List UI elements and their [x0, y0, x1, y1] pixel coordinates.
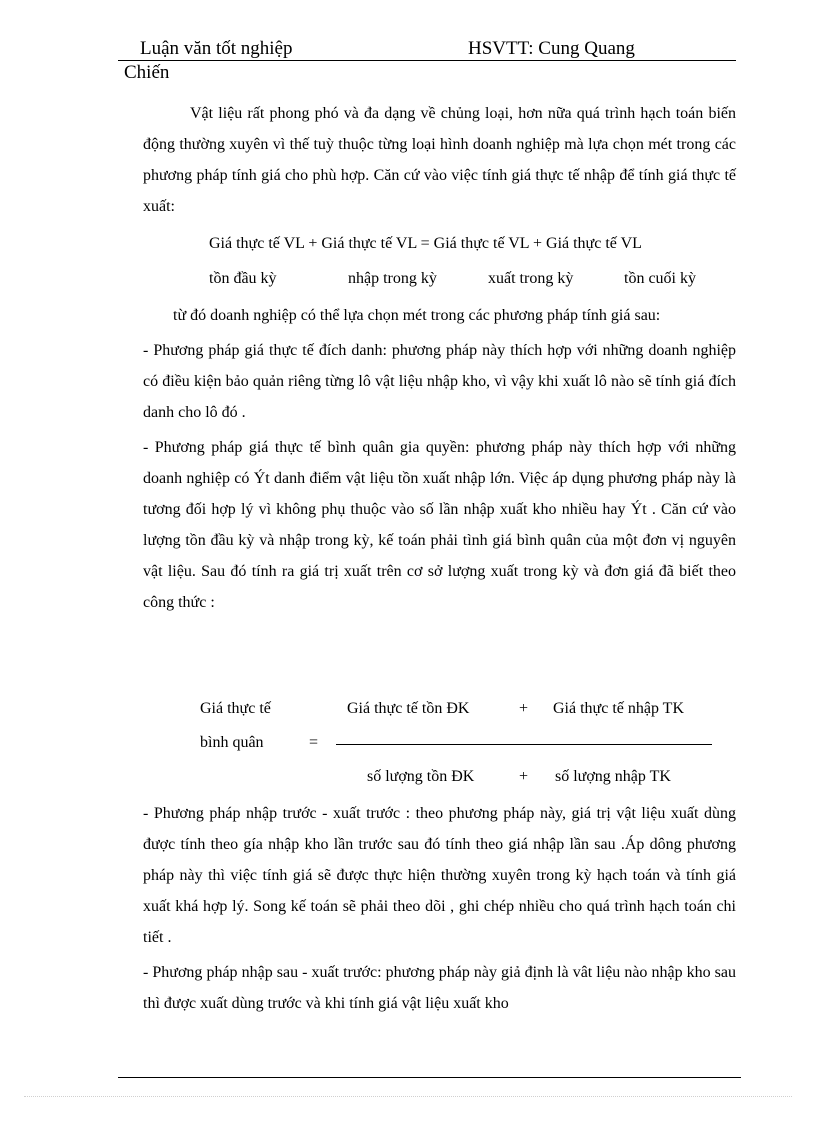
method-weighted-average: - Phương pháp giá thực tế bình quân gia quyền: phương pháp này thích hợp với những doanh nghiệp có Ýt danh điểm vật liệu tồn xuất nhập lớn. Việc áp dụng phương pháp này là tương đối hợp lý vì không phụ thuộc vào số lần nhập xuất kho nhiều hay Ýt . Căn cứ vào lượng tồn đầu kỳ và nhập trong kỳ, kế toán phải tình giá bình quân của một đơn vị nguyên vật liệu. Sau đó tính ra giá trị xuất trên cơ sở lượng xuất trong kỳ và đơn giá đã biết theo công thức :: [143, 439, 736, 611]
equation2-numerator-plus: +: [519, 700, 529, 717]
page-header: [118, 36, 736, 61]
footer-rule: [118, 1077, 741, 1078]
fraction-bar: [336, 744, 712, 745]
method-fifo: - Phương pháp nhập trước - xuất trước : theo phương pháp này, giá trị vật liệu xuất dùng được tính theo gía nhập kho lần trước sau đó tính theo giá nhập lần sau .Áp dông phương pháp này thì việc tính giá sẽ được thực hiện thường xuyên trong kỳ hạch toán và tính giá xuất khá hợp lý. Song kế toán sẽ phải theo dõi , ghi chép nhiều cho quá trình hạch toán chi tiết .: [143, 805, 736, 946]
equation2-lhs-top: Giá thực tế: [200, 700, 271, 717]
equation1-line: Giá thực tế VL + Giá thực tế VL = Giá thực tế VL + Giá thực tế VL: [209, 235, 642, 252]
methods-block-1: [143, 300, 736, 622]
equation1-term-closing: tồn cuối kỳ: [624, 270, 696, 287]
header-title: Luận văn tốt nghiệp: [140, 38, 293, 59]
header-author: HSVTT: Cung Quang: [468, 38, 635, 59]
equation1-term-import: nhập trong kỳ: [348, 270, 437, 287]
methods-block-2: [143, 798, 736, 1023]
equation2-numerator-left: Giá thực tế tồn ĐK: [347, 700, 470, 717]
page-boundary-dotted: [24, 1096, 792, 1097]
equation1-term-export: xuất trong kỳ: [488, 270, 574, 287]
equation2-denominator-left: số lượng tồn ĐK: [367, 768, 475, 785]
method-lifo: - Phương pháp nhập sau - xuất trước: phương pháp này giả định là vât liệu nào nhập kho sau thì được xuất dùng trước và khi tính giá vật liệu xuất kho: [143, 964, 736, 1012]
header-author-continuation: Chiến: [124, 62, 170, 83]
after-equation-paragraph: từ đó doanh nghiệp có thể lựa chọn mét trong các phương pháp tính giá sau:: [173, 307, 661, 324]
intro-paragraph: Vật liệu rất phong phó và đa dạng về chủng loại, hơn nữa quá trình hạch toán biến động thường xuyên vì thế tuỳ thuộc từng loại hình doanh nghiệp mà lựa chọn mét trong các phương pháp tính giá cho phù hợp. Căn cứ vào việc tính giá thực tế nhập để tính giá thực tế xuất:: [143, 105, 736, 215]
equation2-numerator-right: Giá thực tế nhập TK: [553, 700, 685, 717]
equation1-term-opening: tồn đầu kỳ: [209, 270, 277, 287]
method-specific-identification: - Phương pháp giá thực tế đích danh: phương pháp này thích hợp với những doanh nghiệp có điều kiện bảo quản riêng từng lô vật liệu nhập kho, vì vậy khi xuất lô nào sẽ tính giá đích danh cho lô đó .: [143, 342, 736, 421]
equation2-lhs-bottom: bình quân: [200, 734, 264, 751]
equation2-denominator-plus: +: [519, 768, 529, 785]
equation2-denominator-right: số lượng nhập TK: [555, 768, 671, 785]
intro-block: [143, 98, 736, 226]
equation2-equals: =: [309, 734, 319, 751]
